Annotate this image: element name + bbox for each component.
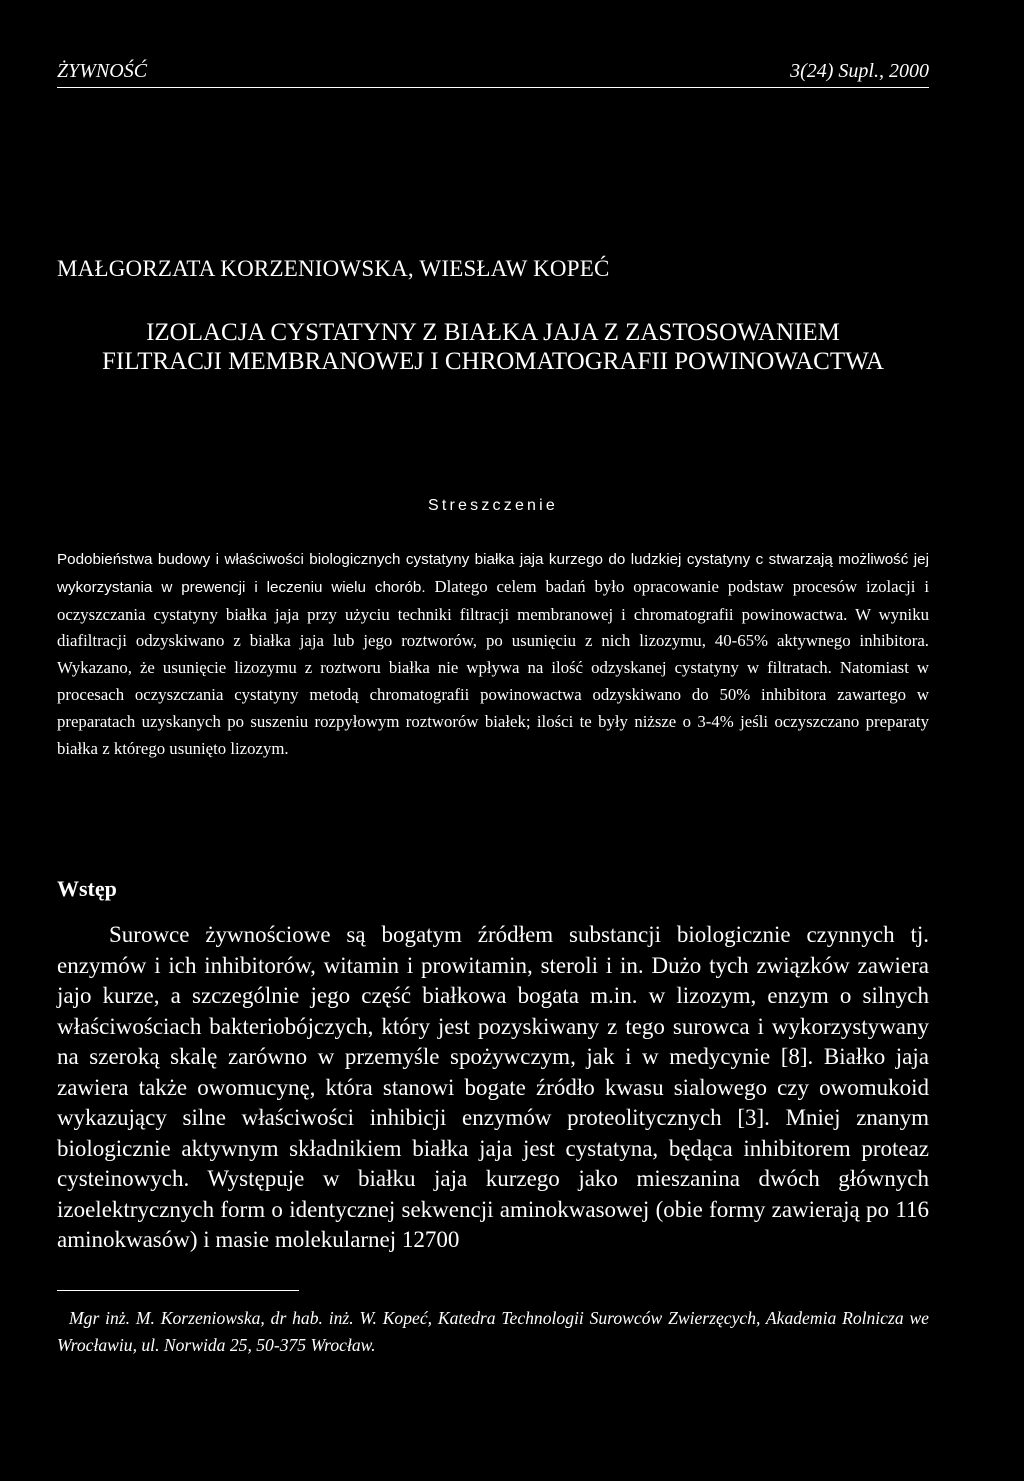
paper-title: IZOLACJA CYSTATYNY Z BIAŁKA JAJA Z ZASTOSOWANIEM FILTRACJI MEMBRANOWEJ I CHROMATOGRAFII POWINOWACTWA (102, 319, 884, 375)
footnote-rule (57, 1290, 299, 1291)
header-rule (57, 87, 929, 88)
intro-text: Surowce żywnościowe są bogatym źródłem substancji biologicznie czynnych tj. enzymów i ich inhibitorów, witamin i prowitamin, steroli i in. Dużo tych związków zawiera jajo kurze, a szczególnie jego część białkowa bogata m.in. w lizozym, enzym o silnych właściwościach bakteriobójczych, który jest pozyskiwany z tego surowca i wykorzystywany na szeroką skalę zarówno w przemyśle spożywczym, jak i w medycynie [8]. Białko jaja zawiera także owomucynę, która stanowi bogate źródło kwasu sialowego czy owomukoid wykazujący silne właściwości inhibicji enzymów proteolitycznych [3]. Mniej znanym biologicznie aktywnym składnikiem białka jaja jest cystatyna, będąca inhibitorem proteaz cysteinowych. Występuje w białku jaja kurzego jako mieszanina dwóch głównych izoelektrycznych form o identycznej sekwencji aminokwasowej (obie formy zawierają po 116 aminokwasów) i masie molekularnej 12700 (57, 922, 929, 1252)
journal-name: ŻYWNOŚĆ (57, 60, 148, 82)
authors: MAŁGORZATA KORZENIOWSKA, WIESŁAW KOPEĆ (57, 256, 610, 281)
abstract-heading: Streszczenie (428, 497, 558, 514)
abstract-text-part1: Podobieństwa budowy i właściwości biologicznych cystatyny białka jaja kurzego do ludzkiej cystatyny c stwarzają możliwość jej wykorzystania w prewencji i leczeniu wielu chorób. (57, 551, 929, 596)
abstract (57, 546, 929, 762)
issue-info: 3(24) Supl., 2000 (790, 60, 929, 82)
running-header (57, 60, 929, 88)
section-heading-intro: Wstęp (57, 876, 117, 901)
author-affiliation-footnote: Mgr inż. M. Korzeniowska, dr hab. inż. W. Kopeć, Katedra Technologii Surowców Zwierzęcych, Akademia Rolnicza we Wrocławiu, ul. Norwida 25, 50-375 Wrocław. (57, 1308, 929, 1355)
intro-paragraph (57, 920, 929, 1256)
abstract-text-part2: Dlatego celem badań było opracowanie podstaw procesów izolacji i oczyszczania cystatyny białka jaja przy użyciu techniki filtracji membranowej i chromatografii powinowactwa. W wyniku diafiltracji odzyskiwano z białka jaja lub jego roztworów, po usunięciu z nich lizozymu, 40-65% aktywnego inhibitora. Wykazano, że usunięcie lizozymu z roztworu białka nie wpływa na ilość odzyskanej cystatyny w filtratach. Natomiast w procesach oczyszczania cystatyny metodą chromatografii powinowactwa odzyskiwano do 50% inhibitora zawartego w preparatach uzyskanych po suszeniu rozpyłowym roztworów białek; ilości te były niższe o 3-4% jeśli oczyszczano preparaty białka z którego usunięto lizozym. (57, 576, 929, 758)
